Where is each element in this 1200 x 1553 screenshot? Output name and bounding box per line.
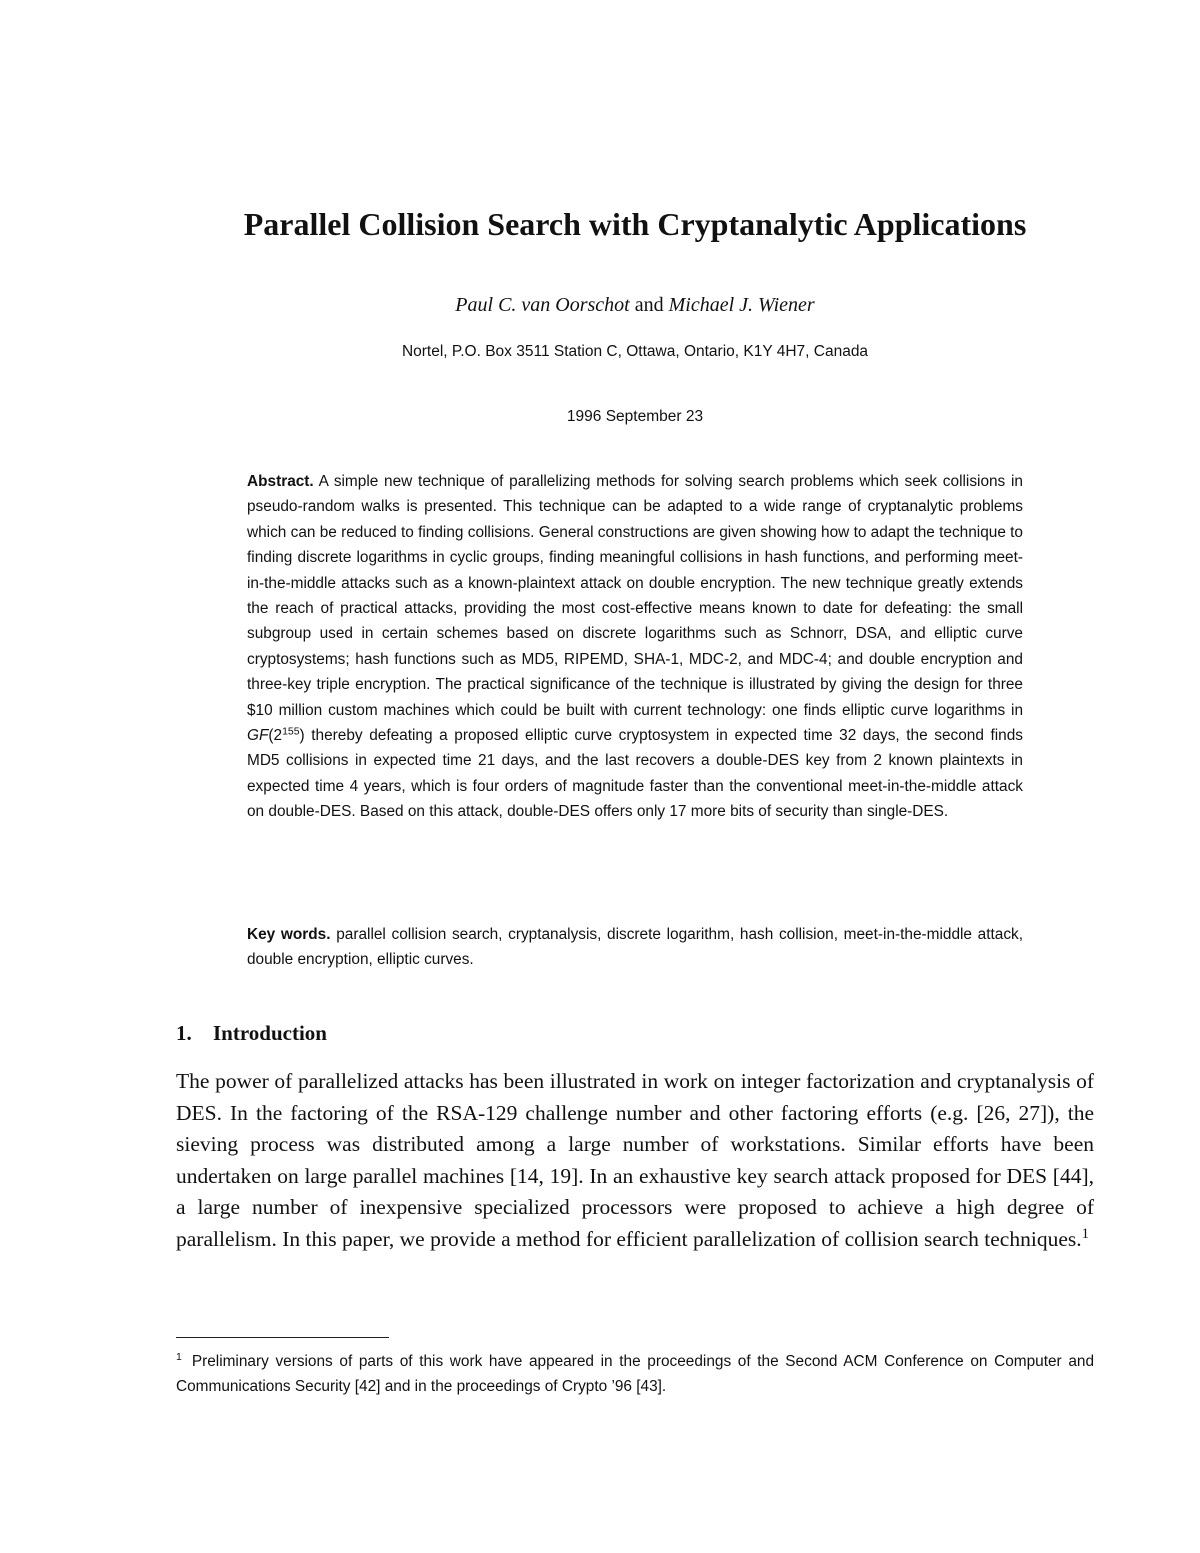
publication-date: 1996 September 23 bbox=[566, 408, 704, 425]
footnote bbox=[176, 1349, 1094, 1400]
section-heading bbox=[176, 1018, 327, 1048]
abstract bbox=[247, 469, 1023, 825]
paper-title: Parallel Collision Search with Cryptanalytic Applications bbox=[243, 206, 1027, 242]
abstract-label: Abstract. bbox=[247, 473, 314, 490]
introduction-paragraph bbox=[176, 1066, 1094, 1255]
author-line bbox=[0, 290, 1200, 320]
footnote-divider bbox=[176, 1337, 389, 1338]
keywords-label: Key words. bbox=[247, 926, 331, 943]
abstract-field-symbol: GF bbox=[247, 727, 269, 745]
abstract-text-continued: thereby defeating a proposed elliptic curve cryptosystem in expected time 32 days, the second finds MD5 collisions in expected time 21 days, and the last recovers a double-DES key from 2 known plaintexts in expected time 4 years, which is four orders of magnitude faster than the conventional meet-in-the-middle attack on double-DES. Based on this attack, double-DES offers only 17 more bits of security than single-DES. bbox=[247, 727, 1023, 821]
abstract-text: A simple new technique of parallelizing methods for solving search problems which seek collisions in pseudo-random walks is presented. This technique can be adapted to a wide range of cryptanalytic problems which can be reduced to finding collisions. General constructions are given showing how to adapt the technique to finding discrete logarithms in cyclic groups, finding meaningful collisions in hash functions, and performing meet-in-the-middle attacks such as a known-plaintext attack on double encryption. The new technique greatly extends the reach of practical attacks, providing the most cost-effective means known to date for defeating: the small subgroup used in certain schemes based on discrete logarithms such as Schnorr, DSA, and elliptic curve cryptosystems; hash functions such as MD5, RIPEMD, SHA-1, MDC-2, and MDC-4; and double encryption and three-key triple encryption. The practical significance of the technique is illustrated by giving the design for three $10 million custom machines which could be built with current technology: one finds elliptic curve logarithms in bbox=[247, 473, 1023, 719]
introduction-text: The power of parallelized attacks has been illustrated in work on integer factorization and cryptanalysis of DES. In the factoring of the RSA-129 challenge number and other factoring efforts (e.g. [26, 27]), the sieving process was distributed among a large number of workstations. Similar efforts have been undertaken on large parallel machines [14, 19]. In an exhaustive key search attack proposed for DES [44], a large number of inexpensive specialized processors were proposed to achieve a high degree of parallelism. In this paper, we provide a method for efficient parallelization of collision search techniques. bbox=[176, 1069, 1094, 1251]
abstract-field-close: ) bbox=[299, 727, 305, 745]
keywords bbox=[247, 922, 1023, 973]
author-name: Paul C. van Oorschot bbox=[455, 294, 630, 316]
section-number: 1. bbox=[176, 1021, 192, 1045]
author-conjunction: and bbox=[634, 294, 664, 316]
footnote-text: Preliminary versions of parts of this work have appeared in the proceedings of the Second ACM Conference on Computer and Communications Security [42] and in the proceedings of Crypto ’96 [43]. bbox=[176, 1353, 1094, 1396]
abstract-field-exponent: 155 bbox=[282, 726, 300, 738]
footnote-mark: 1 bbox=[176, 1352, 182, 1364]
keywords-text: parallel collision search, cryptanalysis, discrete logarithm, hash collision, meet-in-the-middle attack, double encryption, elliptic curves. bbox=[247, 926, 1024, 969]
section-title: Introduction bbox=[213, 1021, 327, 1045]
author-name: Michael J. Wiener bbox=[668, 294, 815, 316]
footnote-reference[interactable]: 1 bbox=[1081, 1225, 1089, 1242]
affiliation: Nortel, P.O. Box 3511 Station C, Ottawa, Ontario, K1Y 4H7, Canada bbox=[401, 343, 869, 360]
abstract-field-open: (2 bbox=[268, 727, 283, 745]
